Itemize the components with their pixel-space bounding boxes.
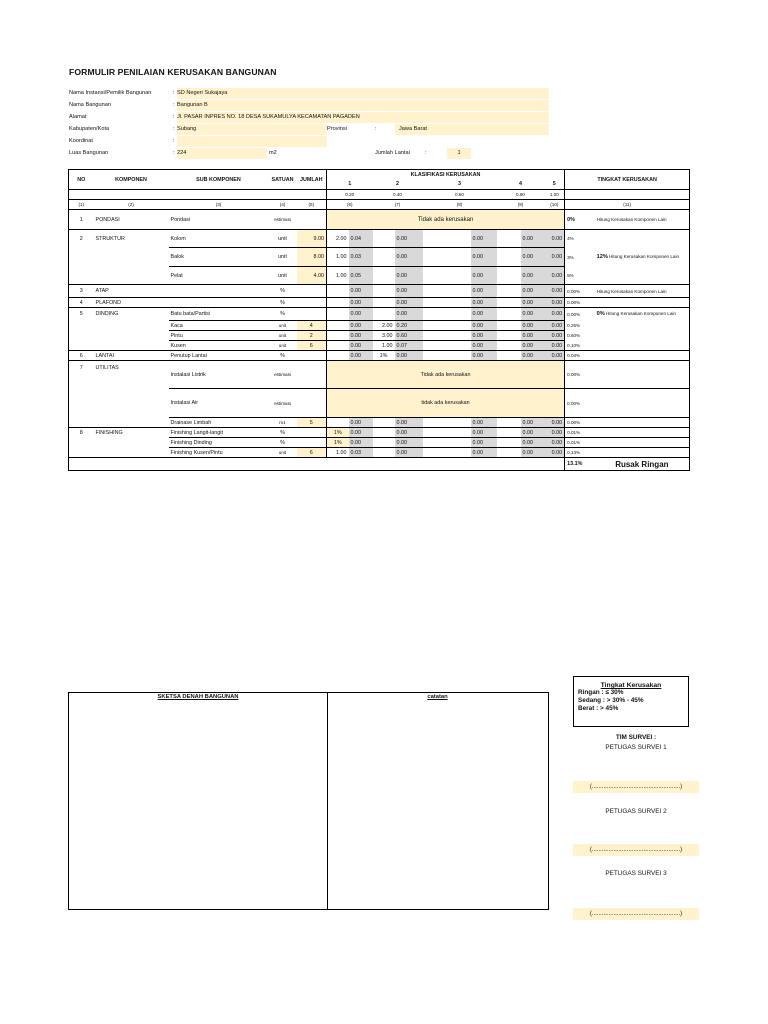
cell-value: 0.00 [521, 230, 545, 248]
row-komponen: PLAFOND [94, 298, 169, 308]
row-satuan: unit [269, 248, 297, 267]
cell-value: 0.00 [395, 230, 423, 248]
cell-value: 0.00 [471, 230, 497, 248]
row-sub: Kusen [169, 341, 269, 351]
row-pct: 0.01% [565, 428, 595, 438]
row-pct: 3% [565, 248, 595, 267]
row-pct: 0.00% [565, 298, 595, 308]
cell-value: 0.00 [521, 438, 545, 448]
row-sub: Kaca [169, 321, 269, 331]
row-satuan: % [269, 308, 297, 321]
cell-value: 0.00 [471, 448, 497, 458]
row-sub: Instalasi Air [169, 389, 269, 418]
cell-value[interactable]: 1% [327, 428, 349, 438]
cell-value: 0.00 [545, 308, 565, 321]
cell-value: 0.00 [521, 331, 545, 341]
row-pct: 0% [565, 210, 595, 230]
col-num: (1) [69, 200, 94, 210]
weight-5: 1.00 [545, 190, 565, 200]
no-damage-msg: Tidak ada kerusakan [327, 361, 565, 389]
row-sub: Pintu [169, 331, 269, 341]
info-colon: : [375, 126, 377, 132]
cell-value: 0.00 [349, 331, 373, 341]
row-note: Hitung Kerusakan Komponen Lain [595, 210, 690, 230]
cell-value: 0.00 [521, 285, 545, 298]
cell-value: 0.00 [471, 298, 497, 308]
col-num: (10) [545, 200, 565, 210]
cell-value: 0.00 [545, 331, 565, 341]
cell-value: 0.00 [521, 298, 545, 308]
cell-value: 0.00 [395, 267, 423, 285]
damage-legend [573, 676, 689, 727]
header-k3: 3 [458, 181, 461, 188]
weight-4: 0.80 [497, 190, 545, 200]
row-sub: Batu bata/Partisi [169, 308, 269, 321]
sketch-title: SKETSA DENAH BANGUNAN [157, 694, 239, 700]
legend-berat: Berat : > 45% [578, 705, 619, 712]
cell-value: 0.00 [471, 308, 497, 321]
header-tingkat: TINGKAT KERUSAKAN [565, 170, 690, 190]
cell-value: 0.00 [545, 321, 565, 331]
cell-value: 0.00 [521, 308, 545, 321]
row-komponen: ATAP [94, 285, 169, 298]
cell-value[interactable]: 1% [327, 438, 349, 448]
tim-survei-title: TIM SURVEI : [615, 734, 657, 741]
info-colon: : [173, 150, 175, 156]
col-num: (4) [269, 200, 297, 210]
signature-1[interactable]: (.....................................................) [573, 781, 699, 793]
cell-value: 0.00 [545, 428, 565, 438]
row-sub: Pondasi [169, 210, 269, 230]
cell-value: 0.00 [545, 267, 565, 285]
header-k5: 5 [552, 181, 556, 188]
cell-value: 0.00 [349, 438, 373, 448]
provinsi-label: Provinsi [327, 126, 347, 132]
cell-value: 0.00 [471, 438, 497, 448]
koordinat-value[interactable] [177, 136, 327, 147]
cell-value: 0.00 [545, 448, 565, 458]
row-pct: 4% [565, 230, 595, 248]
info-colon: : [173, 102, 175, 108]
row-pct: 0.25% [565, 321, 595, 331]
legend-title: Tingkat Kerusakan [600, 682, 662, 689]
cell-value: 0.00 [349, 308, 373, 321]
row-sub: Finishing Kusen/Pintu [169, 448, 269, 458]
cell-value: 0.00 [545, 248, 565, 267]
row-satuan: unit [269, 230, 297, 248]
row-no: 1 [69, 210, 94, 230]
row-satuan: % [269, 351, 297, 361]
legend-ringan: Ringan : ≤ 30% [578, 689, 624, 696]
cell-value: 0.03 [349, 448, 373, 458]
cell-value: 0.20 [395, 321, 423, 331]
row-pct: 0.01% [565, 438, 595, 448]
row-komponen: UTILITAS [95, 365, 119, 371]
petugas-3: PETUGAS SURVEI 3 [605, 870, 667, 877]
cell-value: 1.00 [327, 248, 349, 267]
cell-value: 0.05 [349, 267, 373, 285]
legend-sedang: Sedang : > 30% - 45% [578, 697, 644, 704]
petugas-1: PETUGAS SURVEI 1 [605, 744, 667, 751]
info-label: Nama Bangunan [69, 102, 111, 108]
cell-value: 0.00 [349, 321, 373, 331]
cell-value: 0.00 [471, 428, 497, 438]
row-jumlah[interactable]: 9.00 [297, 230, 327, 248]
damage-table [68, 169, 690, 471]
row-pct: 0.00% [565, 308, 595, 321]
cell-value: 0.00 [471, 331, 497, 341]
col-num: (6) [327, 200, 373, 210]
row-sub: Kolom [169, 230, 269, 248]
petugas-2: PETUGAS SURVEI 2 [605, 808, 667, 815]
header-jumlah: JUMLAH [297, 170, 327, 190]
cell-value: 0.00 [471, 267, 497, 285]
cell-value: 0.00 [521, 321, 545, 331]
col-num: (11) [565, 200, 690, 210]
row-pct: 0.10% [565, 341, 595, 351]
cell-value: 0.00 [349, 285, 373, 298]
form-title: FORMULIR PENILAIAN KERUSAKAN BANGUNAN [69, 67, 277, 77]
dinding-total: 0% [596, 311, 605, 318]
cell-value: 1.00 [327, 448, 349, 458]
info-label: Nama Instansi/Pemilik Bangunan [69, 90, 152, 96]
cell-value: 0.00 [545, 351, 565, 361]
cell-value: 0.00 [395, 298, 423, 308]
cell-value: 0.00 [545, 418, 565, 428]
cell-value: 0.00 [521, 448, 545, 458]
row-jumlah[interactable]: 6 [297, 448, 327, 458]
cell-value: 0.00 [471, 248, 497, 267]
info-label: Kabupaten/Kota [69, 126, 110, 132]
cell-value: 1.00 [327, 267, 349, 285]
row-pct: 0.00% [565, 389, 595, 418]
cell-value: 1.00 [373, 341, 395, 351]
info-label: Koordinat [69, 138, 93, 144]
row-jumlah[interactable]: 5 [297, 418, 327, 428]
row-sub: Finishing Langit-langit [169, 428, 269, 438]
cell-value: 0.00 [349, 298, 373, 308]
no-damage-msg: tidak ada kerusakan [327, 389, 565, 418]
cell-value: 0.00 [521, 418, 545, 428]
row-pct: 0.00% [565, 418, 595, 428]
cell-value: 0.00 [521, 428, 545, 438]
alamat-value[interactable]: Jl. PASAR INPRES NO. 18 DESA SUKAMULYA KECAMATAN PAGADEN [177, 112, 549, 123]
signature-2[interactable]: (.....................................................) [573, 844, 699, 856]
cell-value: 0.60 [395, 331, 423, 341]
cell-value: 0.00 [395, 248, 423, 267]
cell-value: 0.00 [349, 418, 373, 428]
cell-value: 0.03 [349, 248, 373, 267]
row-sub: Instalasi Listrik [169, 361, 269, 389]
cell-value: 0.00 [395, 438, 423, 448]
cell-value: 0.00 [471, 321, 497, 331]
col-num: (7) [373, 200, 423, 210]
col-num: (2) [94, 200, 169, 210]
weight-3: 0.60 [423, 190, 497, 200]
row-pct: 0.00% [565, 361, 595, 389]
header-no: NO [69, 170, 94, 190]
row-sub: Drainase Limbah [169, 418, 269, 428]
cell-value: 0.00 [349, 351, 373, 361]
row-no: 8 [69, 428, 94, 438]
luas-unit: m2 [269, 150, 277, 156]
col-num: (3) [169, 200, 269, 210]
weight-1: 0.20 [327, 190, 373, 200]
cell-value: 0.00 [471, 351, 497, 361]
row-satuan: unit [269, 331, 297, 341]
row-no: 7 [69, 361, 94, 389]
row-komponen: PONDASI [94, 210, 169, 230]
row-note: Hitung Kerusakan Komponen Lain [595, 285, 690, 298]
row-komponen: FINISHING [95, 429, 123, 436]
row-pct: 0.04% [565, 351, 595, 361]
row-jumlah[interactable]: 2 [297, 331, 327, 341]
cell-value: 3.00 [373, 331, 395, 341]
row-satuan: unit [269, 321, 297, 331]
cell-value: 2.00 [373, 321, 395, 331]
instansi-value[interactable]: SD Negeri Sukajaya [177, 88, 549, 99]
header-k4: 4 [519, 181, 522, 188]
info-label: Luas Bangunan [69, 150, 109, 156]
row-satuan: % [269, 285, 297, 298]
info-colon: : [425, 150, 427, 156]
row-sub: Finishing Dinding [169, 438, 269, 448]
cell-value: 0.00 [521, 341, 545, 351]
row-no: 5 [69, 308, 94, 321]
row-satuan: unit [269, 267, 297, 285]
row-sub: Penutup Lantai [169, 351, 269, 361]
cell-value: 0.00 [521, 248, 545, 267]
col-num: (5) [297, 200, 327, 210]
info-colon: : [173, 114, 175, 120]
header-sub: SUB KOMPONEN [169, 170, 269, 190]
row-pct: 0.00% [565, 285, 595, 298]
row-note: Hitung Kerusakan Komponen Lain [609, 254, 680, 259]
row-satuan: % [269, 298, 297, 308]
info-colon: : [173, 90, 175, 96]
row-komponen: LANTAI [94, 351, 169, 361]
cell-value: 0.00 [395, 448, 423, 458]
luas-value[interactable]: 224 [177, 148, 267, 159]
damage-result: Rusak Ringan [595, 458, 690, 471]
row-komponen: DINDING [95, 311, 119, 318]
row-note: Hitung Kerusakan Komponen Lain [605, 311, 676, 317]
row-satuan: unit [269, 341, 297, 351]
header-klasifikasi: KLASIFIKASI KERUSAKAN [327, 170, 565, 180]
row-pct: 0.60% [565, 331, 595, 341]
row-no: 3 [69, 285, 94, 298]
total-pct: 13.1% [565, 458, 595, 471]
header-k2: 2 [396, 181, 399, 188]
cell-value: 0.00 [545, 285, 565, 298]
cell-value: 0.00 [349, 428, 373, 438]
cell-value: 0.00 [349, 341, 373, 351]
cell-value: 0.00 [395, 308, 423, 321]
row-sub: Pelat [169, 267, 269, 285]
cell-value: 0.04 [349, 230, 373, 248]
cell-value: 0.00 [395, 418, 423, 428]
row-satuan: estimasi [269, 210, 297, 230]
cell-value: 0.00 [471, 418, 497, 428]
header-k1: 1 [327, 180, 373, 190]
cell-value: 0.00 [545, 438, 565, 448]
header-komponen: KOMPONEN [94, 170, 169, 190]
sketch-panel [68, 692, 549, 910]
row-jumlah[interactable]: 4.00 [297, 267, 327, 285]
row-komponen: STRUKTUR [95, 235, 125, 242]
kabupaten-value[interactable]: Subang [177, 124, 327, 135]
row-satuan: estimasi [269, 361, 297, 389]
row-jumlah[interactable]: 4 [297, 321, 327, 331]
row-sub: Balok [169, 248, 269, 267]
row-no: 4 [69, 298, 94, 308]
cell-value: 0.00 [395, 285, 423, 298]
cell-value: 1% [373, 351, 395, 361]
col-num: (9) [497, 200, 545, 210]
cell-value: 0.00 [471, 341, 497, 351]
lantai-label: Jumlah Lantai [375, 150, 410, 156]
cell-value: 0.00 [545, 230, 565, 248]
header-satuan: SATUAN [269, 170, 297, 190]
no-damage-msg: Tidak ada kerusakan [327, 210, 565, 230]
cell-value: 2.00 [327, 230, 349, 248]
lantai-value[interactable]: 1 [447, 148, 471, 159]
cell-value: 0.00 [521, 267, 545, 285]
col-num: (8) [423, 200, 497, 210]
cell-value: 0.00 [545, 298, 565, 308]
signature-3[interactable]: (.....................................................) [573, 908, 699, 920]
row-satuan: m1 [269, 418, 297, 428]
row-jumlah[interactable]: 6 [297, 341, 327, 351]
cell-value: 0.00 [395, 351, 423, 361]
cell-value: 0.00 [545, 341, 565, 351]
catatan-title: catatan [427, 694, 448, 700]
info-colon: : [173, 138, 175, 144]
provinsi-value[interactable]: Jawa Barat [395, 124, 549, 135]
bangunan-value[interactable]: Bangunan B [177, 100, 549, 111]
row-no: 2 [69, 230, 94, 248]
row-pct: 0.13% [565, 448, 595, 458]
cell-value: 0.00 [471, 285, 497, 298]
info-label: Alamat [69, 114, 87, 120]
cell-value: 0.07 [395, 341, 423, 351]
struktur-total: 12% [596, 254, 608, 260]
weight-2: 0.40 [373, 190, 423, 200]
row-satuan: unit [269, 448, 297, 458]
row-pct: 5% [565, 267, 595, 285]
row-satuan: % [269, 428, 297, 438]
row-satuan: estimasi [269, 389, 297, 418]
row-jumlah[interactable]: 8.00 [297, 248, 327, 267]
info-colon: : [173, 126, 175, 132]
cell-value: 0.00 [521, 351, 545, 361]
row-satuan: % [269, 438, 297, 448]
row-no: 6 [69, 351, 94, 361]
cell-value: 0.00 [395, 428, 423, 438]
